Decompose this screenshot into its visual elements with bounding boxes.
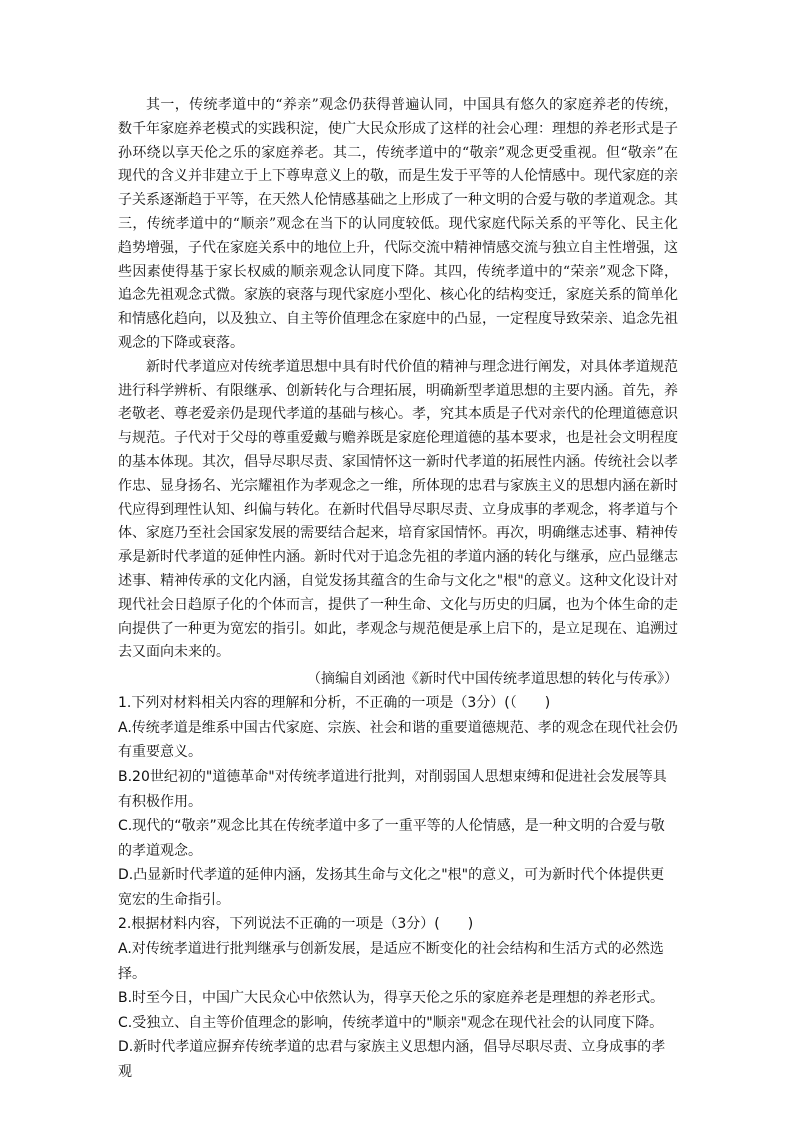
question-1-option-d: D.凸显新时代孝道的延伸内涵，发扬其生命与文化之"根"的意义，可为新时代个体提供更宽宏的生命指引。: [118, 867, 665, 908]
passage-paragraph-1: 其一，传统孝道中的“养亲”观念仍获得普遍认同，中国具有悠久的家庭养老的传统，数千年家庭养老模式的实践积淀，使广大民众形成了这样的社会心理：理想的养老形式是子孙环绕以享天伦之乐的家庭养老。其二，传统孝道中的“敬亲”观念更受重视。但“敬亲”在现代的含义并非建立于上下尊卑意义上的敬，而是生发于平等的人伦情感中。现代家庭的亲子关系逐渐趋于平等，在天然人伦情感基础之上形成了一种文明的合爱与敬的孝道观念。其三，传统孝道中的“顺亲”观念在当下的认同度较低。现代家庭代际关系的平等化、民主化趋势增强，子代在家庭关系中的地位上升，代际交流中精神情感交流与独立自主性增强，这些因素使得基于家长权威的顺亲观念认同度下降。其四，传统孝道中的“荣亲”观念下降，追念先祖观念式微。家族的衰落与现代家庭小型化、核心化的结构变迁，家庭关系的简单化和情感化趋向，以及独立、自主等价值理念在家庭中的凸显，一定程度导致荣亲、追念先祖观念的下降或衰落。: [118, 97, 678, 351]
passage-paragraph-2: 新时代孝道应对传统孝道思想中具有时代价值的精神与理念进行阐发，对具体孝道规范进行科学辨析、有限继承、创新转化与合理拓展，明确新型孝道思想的主要内涵。首先，养老敬老、尊老爱亲仍是现代孝道的基础与核心。孝，究其本质是子代对亲代的伦理道德意识与规范。子代对于父母的尊重爱戴与赡养既是家庭伦理道德的基本要求，也是社会文明程度的基本体现。其次，倡导尽职尽责、家国情怀这一新时代孝道的拓展性内涵。传统社会以孝作忠、显身扬名、光宗耀祖作为孝观念之一维，所体现的忠君与家族主义的思想内涵在新时代应得到理性认知、纠偏与转化。在新时代倡导尽职尽责、立身成事的孝观念，将孝道与个体、家庭乃至社会国家发展的需要结合起来，培育家国情怀。再次，明确继志述事、精神传承是新时代孝道的延伸性内涵。新时代对于追念先祖的孝道内涵的转化与继承，应凸显继志述事、精神传承的文化内涵，自觉发扬其蕴含的生命与文化之"根"的意义。这种文化设计对现代社会日趋原子化的个体而言，提供了一种生命、文化与历史的归属，也为个体生命的走向提供了一种更为宽宏的指引。如此，孝观念与规范便是承上启下的，是立足现在、追溯过去又面向未来的。: [118, 358, 678, 661]
question-2-stem: 2.根据材料内容，下列说法不正确的一项是（3分）( ): [118, 916, 474, 933]
question-1-option-b: B.20世纪初的"道德革命"对传统孝道进行批判，对削弱国人思想束缚和促进社会发展等具有积极作用。: [118, 768, 667, 810]
question-1-option-a: A.传统孝道是维系中国古代家庭、宗族、社会和谐的重要道德规范、孝的观念在现代社会仍有重要意义。: [118, 719, 678, 761]
question-2-option-d: D.新时代孝道应摒弃传统孝道的忠君与家族主义思想内涵，倡导尽职尽责、立身成事的孝观: [118, 1039, 666, 1081]
question-2-option-b: B.时至今日，中国广大民众心中依然认为，得享天伦之乐的家庭养老是理想的养老形式。: [118, 990, 665, 1007]
question-2: [118, 912, 678, 1084]
question-1: [118, 691, 678, 912]
question-1-option-c: C.现代的“敬亲”观念比其在传统孝道中多了一重平等的人伦情感，是一种文明的合爱与敬的孝道观念。: [118, 818, 665, 859]
question-2-option-a: A.对传统孝道进行批判继承与创新发展，是适应不断变化的社会结构和生活方式的必然选择。: [118, 941, 664, 982]
source-attribution: （摘编自刘函池《新时代中国传统孝道思想的转化与传承》）: [307, 671, 678, 688]
question-2-option-c: C.受独立、自主等价值理念的影响，传统孝道中的"顺亲"观念在现代社会的认同度下降。: [118, 1014, 664, 1031]
page-content: [118, 94, 678, 1085]
question-1-stem: 1.下列对材料相关内容的理解和分析，不正确的一项是（3分）(（ ): [118, 695, 551, 712]
